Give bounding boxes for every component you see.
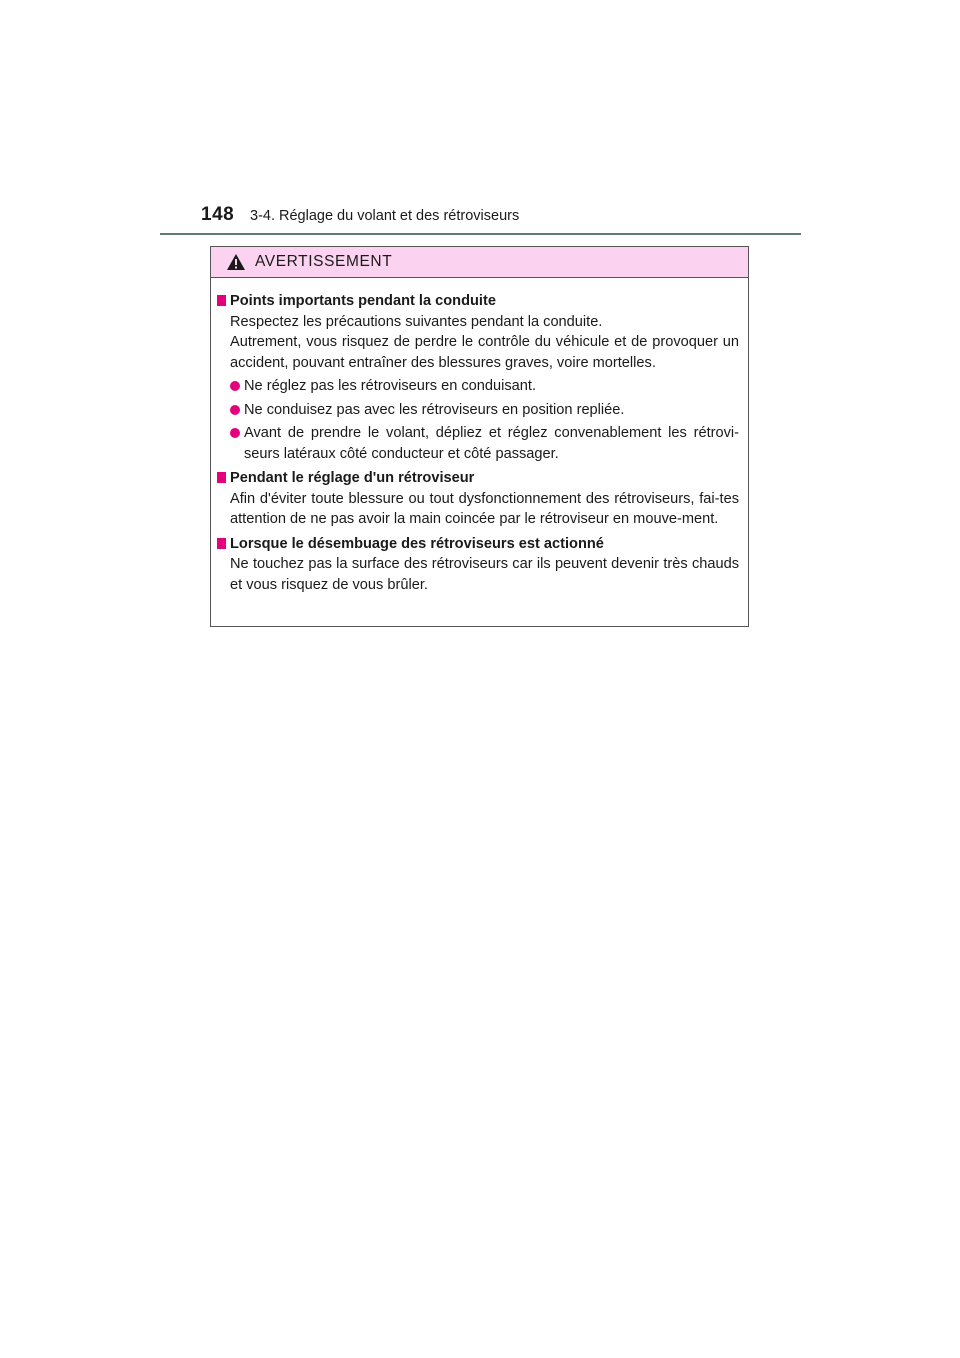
page-number: 148 xyxy=(201,204,235,225)
list-item-text: Ne réglez pas les rétroviseurs en conduisant. xyxy=(244,378,537,394)
section-heading-text: Pendant le réglage d'un rétroviseur xyxy=(230,470,475,486)
warning-title: AVERTISSEMENT xyxy=(255,253,393,270)
section-heading xyxy=(217,468,739,489)
section-heading xyxy=(217,534,739,555)
warning-body xyxy=(211,278,748,595)
paragraph: Respectez les précautions suivantes pendant la conduite. xyxy=(230,313,603,330)
section-heading xyxy=(217,291,739,312)
paragraph: Ne touchez pas la surface des rétroviseurs car ils peuvent devenir très chauds et vous risquez de vous brûler. xyxy=(230,556,739,593)
round-bullet-icon xyxy=(230,428,240,438)
list-item xyxy=(217,376,739,397)
round-bullet-icon xyxy=(230,405,240,415)
square-bullet-icon xyxy=(217,295,226,306)
paragraph: Autrement, vous risquez de perdre le contrôle du véhicule et de provoquer un accident, pouvant entraîner des blessures graves, voire mortelles. xyxy=(230,334,739,371)
warning-triangle-icon xyxy=(226,253,246,271)
header-divider xyxy=(160,233,801,235)
section-heading-text: Points importants pendant la conduite xyxy=(230,293,496,309)
paragraph: Afin d'éviter toute blessure ou tout dysfonctionnement des rétroviseurs, fai-tes attention de ne pas avoir la main coincée par le rétroviseur en mouve-ment. xyxy=(230,490,739,527)
round-bullet-icon xyxy=(230,381,240,391)
list-item-text: Avant de prendre le volant, dépliez et réglez convenablement les rétrovi-seurs latéraux côté conducteur et côté passager. xyxy=(244,425,739,462)
square-bullet-icon xyxy=(217,472,226,483)
square-bullet-icon xyxy=(217,538,226,549)
list-item-text: Ne conduisez pas avec les rétroviseurs en position repliée. xyxy=(244,401,625,418)
section-title: 3-4. Réglage du volant et des rétroviseurs xyxy=(250,208,520,224)
list-item xyxy=(217,423,739,464)
warning-box xyxy=(210,246,749,627)
section-heading-text: Lorsque le désembuage des rétroviseurs est actionné xyxy=(230,535,604,552)
list-item xyxy=(217,400,739,421)
warning-header xyxy=(211,247,748,278)
